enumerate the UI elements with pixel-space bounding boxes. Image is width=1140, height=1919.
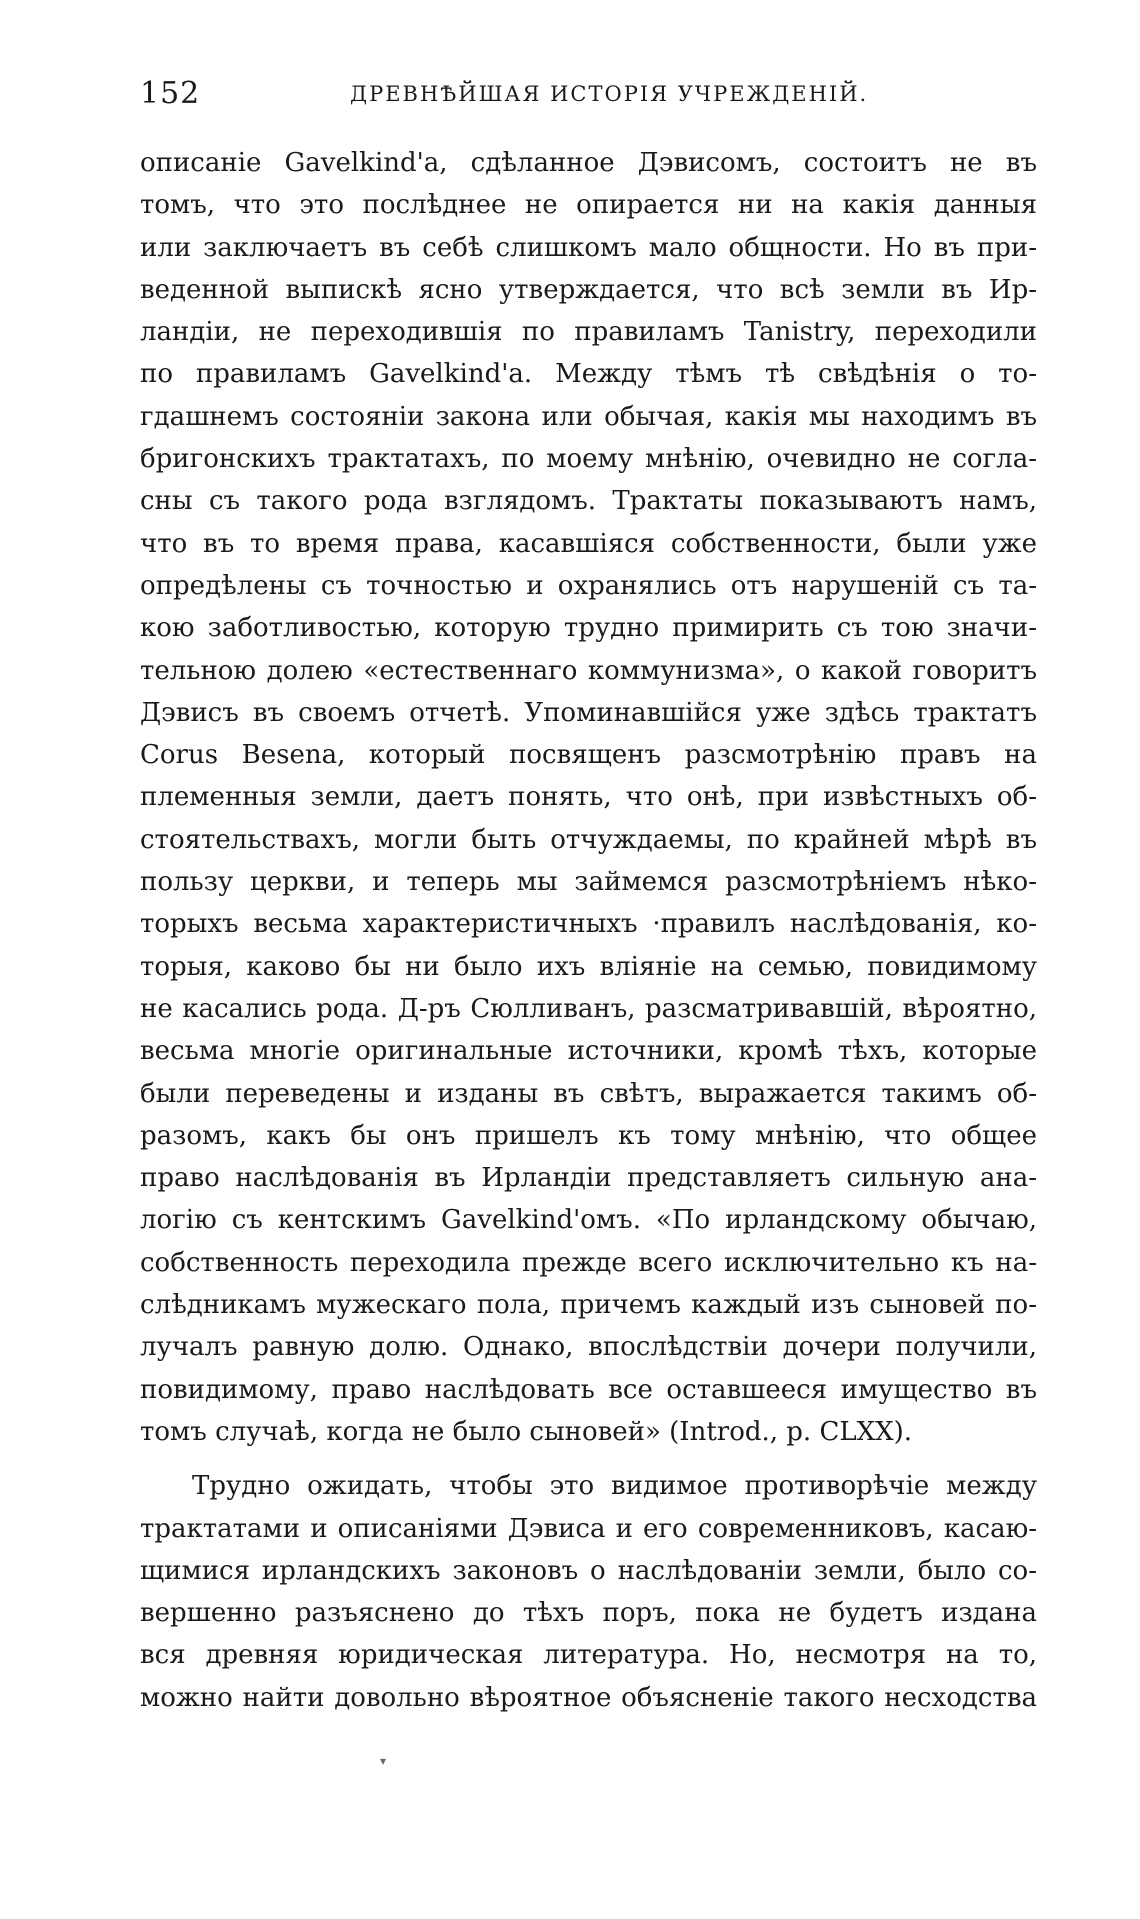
text-line: Трудно ожидать, чтобы это видимое противорѣчіе между [192, 1471, 1037, 1502]
text-line: племенныя земли, даетъ понять, что онѣ, при извѣстныхъ об- [140, 782, 1037, 813]
text-line: тельною долею «естественнаго коммунизма», о какой говоритъ [140, 655, 1037, 686]
text-line: были переведены и изданы въ свѣтъ, выражается такимъ об- [140, 1078, 1037, 1109]
text-line: весьма многіе оригинальные источники, кромѣ тѣхъ, которые [140, 1036, 1037, 1067]
text-line: вершенно разъяснено до тѣхъ поръ, пока не будетъ издана [140, 1598, 1037, 1629]
text-line: сны съ такого рода взглядомъ. Трактаты показываютъ намъ, [140, 486, 1037, 517]
text-line: описаніе Gavelkind'а, сдѣланное Дэвисомъ, состоитъ не въ [140, 148, 1037, 178]
text-line: кою заботливостью, которую трудно примирить съ тою значи- [140, 613, 1037, 644]
text-line: можно найти довольно вѣроятное объясненіе такого несходства [140, 1682, 1037, 1713]
text-line: логію съ кентскимъ Gavelkind'омъ. «По ирландскому обычаю, [140, 1205, 1037, 1236]
text-line: торыхъ весьма характеристичныхъ ·правилъ наслѣдованія, ко- [140, 909, 1037, 940]
text-line: Дэвисъ въ своемъ отчетѣ. Упоминавшійся уже здѣсь трактатъ [140, 697, 1037, 728]
text-line: слѣдникамъ мужескаго пола, причемъ каждый изъ сыновей по- [140, 1290, 1037, 1321]
text-line: не касались рода. Д-ръ Сюлливанъ, разсматривавшій, вѣроятно, [140, 993, 1037, 1024]
paragraph-gap [140, 1453, 1037, 1465]
text-line: стоятельствахъ, могли быть отчуждаемы, по крайней мѣрѣ въ [140, 824, 1037, 855]
text-line: лучалъ равную долю. Однако, впослѣдствіи дочери получили, [140, 1332, 1037, 1363]
text-line: или заключаетъ въ себѣ слишкомъ мало общности. Но въ при- [140, 232, 1037, 263]
page-number: 152 [140, 76, 201, 111]
text-line: щимися ирландскихъ законовъ о наслѣдованіи земли, было со- [140, 1555, 1037, 1586]
text-line: бригонскихъ трактатахъ, по моему мнѣнію, очевидно не согла- [140, 444, 1037, 475]
running-title: ДРЕВНѢЙШАЯ ИСТОРІЯ УЧРЕЖДЕНІЙ. [350, 82, 869, 106]
text-line: трактатами и описаніями Дэвиса и его современниковъ, касаю- [140, 1513, 1037, 1544]
text-line: собственность переходила прежде всего исключительно къ на- [140, 1247, 1037, 1278]
text-line: повидимому, право наслѣдовать все оставшееся имущество въ [140, 1374, 1037, 1405]
text-line: пользу церкви, и теперь мы займемся разсмотрѣніемъ нѣко- [140, 867, 1037, 898]
ink-speck: ▾ [380, 1754, 387, 1768]
text-line: право наслѣдованія въ Ирландіи представляетъ сильную ана- [140, 1163, 1037, 1194]
text-line: опредѣлены съ точностью и охранялись отъ нарушеній съ та- [140, 570, 1037, 601]
text-line: веденной выпискѣ ясно утверждается, что всѣ земли въ Ир- [140, 274, 1037, 305]
body-text [140, 142, 1037, 1719]
text-line: ландіи, не переходившія по правиламъ Tanistry, переходили [140, 317, 1037, 348]
text-line: разомъ, какъ бы онъ пришелъ къ тому мнѣнію, что общее [140, 1120, 1037, 1151]
text-line: томъ случаѣ, когда не было сыновей» (Introd., p. CLXX). [140, 1416, 913, 1447]
text-line: вся древняя юридическая литература. Но, несмотря на то, [140, 1640, 1037, 1671]
text-line: торыя, каково бы ни было ихъ вліяніе на семью, повидимому [140, 951, 1037, 982]
text-line: гдашнемъ состояніи закона или обычая, какія мы находимъ въ [140, 401, 1037, 432]
text-line: Corus Besena, который посвященъ разсмотрѣнію правъ на [140, 740, 1037, 771]
text-line: что въ то время права, касавшіяся собственности, были уже [140, 528, 1037, 559]
text-line: томъ, что это послѣднее не опирается ни на какія данныя [140, 190, 1037, 221]
text-line: по правиламъ Gavelkind'а. Между тѣмъ тѣ свѣдѣнія о то- [140, 359, 1037, 390]
